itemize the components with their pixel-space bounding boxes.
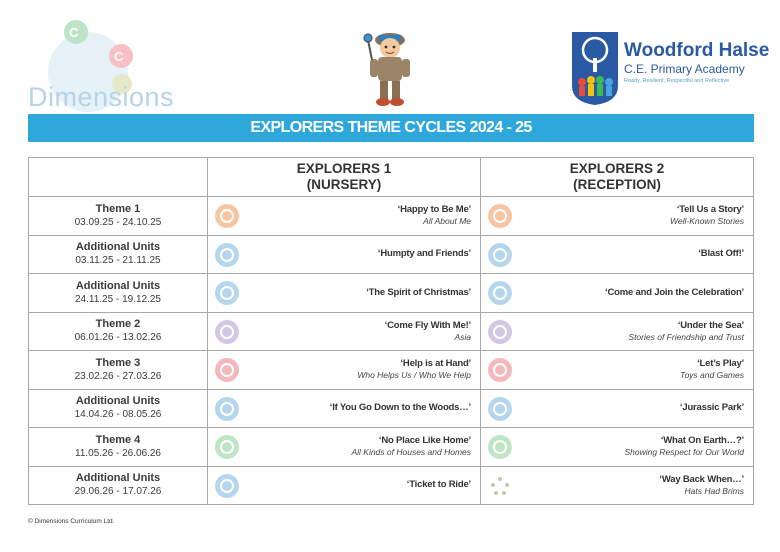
unit-title: ‘Under the Sea’ [677,319,744,331]
dimensions-logo-text: Dimensions [28,82,175,112]
row-label-title: Additional Units [75,395,161,408]
row-label-dates: 06.01.26 - 13.02.26 [74,332,162,344]
unit-title: ‘Ticket to Ride’ [406,479,471,491]
school-subtitle: C.E. Primary Academy [624,62,745,76]
unit-cell [208,235,481,274]
blue-d-icon [487,242,513,268]
unit-text [659,467,744,505]
row-label-dates: 03.09.25 - 24.10.25 [74,216,162,228]
unit-text [378,236,471,274]
unit-text [624,428,744,466]
table-row [29,274,754,313]
dots-icon [487,473,513,499]
column-header-explorers-2 [481,158,754,197]
unit-title: ‘Let’s Play’ [697,358,744,370]
unit-cell [481,312,754,351]
unit-cell [481,428,754,467]
unit-cell [208,428,481,467]
unit-title: ‘Tell Us a Story’ [676,204,744,216]
column-header-line: EXPLORERS 2 [569,161,665,176]
table-row [29,466,754,505]
table-row [29,197,754,236]
unit-title: ‘Blast Off!’ [698,248,744,260]
table-row [29,389,754,428]
unit-cell [481,466,754,505]
unit-text [670,197,744,235]
unit-text [357,351,471,389]
row-label-cell [29,389,208,428]
unit-cell [208,274,481,313]
row-label-dates: 24.11.25 - 19.12.25 [75,293,161,305]
unit-title: ‘If You Go Down to the Woods…’ [329,402,471,414]
unit-subtitle: Well-Known Stories [669,216,744,227]
row-label-cell [29,466,208,505]
unit-title: ‘Happy to Be Me’ [397,204,471,216]
column-header-line: EXPLORERS 1 [296,161,392,176]
unit-cell [481,351,754,390]
unit-title: ‘Come Fly With Me!’ [384,319,471,331]
row-label-dates: 29.06.26 - 17.07.26 [74,486,162,498]
unit-subtitle: Toys and Games [680,370,744,381]
row-label-cell [29,235,208,274]
row-label-title: Additional Units [75,241,161,254]
unit-cell [208,197,481,236]
row-label-dates: 14.04.26 - 08.05.26 [74,409,162,421]
page-title-banner: EXPLORERS THEME CYCLES 2024 - 25 [28,114,754,142]
unit-cell [208,312,481,351]
table-row [29,235,754,274]
unit-subtitle: Stories of Friendship and Trust [628,331,744,342]
orange-cw-icon [214,203,240,229]
row-label-title: Additional Units [75,279,161,292]
unit-text [398,197,471,235]
theme-cycles-table [28,157,754,505]
red-c-icon [487,357,513,383]
unit-text [366,274,471,312]
unit-text [330,390,471,428]
unit-text [680,390,744,428]
row-label-title: Theme 1 [95,202,141,215]
purple-c-icon [214,319,240,345]
row-label-cell [29,312,208,351]
blue-d-icon [487,396,513,422]
table-row [29,351,754,390]
header-blank-cell [29,158,208,197]
unit-text [698,236,744,274]
unit-title: ‘Way Back When…’ [659,473,744,485]
table-row [29,428,754,467]
school-name: Woodford Halse [624,40,770,61]
svg-text:C: C [69,25,79,40]
green-c-icon [487,434,513,460]
row-label-dates: 03.11.25 - 21.11.25 [75,255,161,267]
school-crest-icon [570,30,620,106]
table-body [29,197,754,505]
unit-cell [481,389,754,428]
red-c-icon [214,357,240,383]
unit-cell [208,389,481,428]
unit-title: ‘Jurassic Park’ [679,402,744,414]
green-c-icon [214,434,240,460]
unit-cell [481,274,754,313]
row-label-cell [29,351,208,390]
svg-text:C: C [114,49,124,64]
unit-subtitle: All Kinds of Houses and Homes [351,447,471,458]
column-header-line: (NURSERY) [306,177,382,192]
column-header-line: (RECEPTION) [573,177,661,192]
school-motto: Ready, Resilient, Respectful and Reflective [624,78,730,84]
table-header-row [29,158,754,197]
explorer-character-icon [362,26,418,108]
unit-title: ‘Come and Join the Celebration’ [605,286,744,298]
unit-text [351,428,471,466]
row-label-cell [29,197,208,236]
row-label-title: Theme 3 [95,356,141,369]
row-label-title: Theme 2 [95,318,141,331]
blue-d-icon [487,280,513,306]
unit-title: ‘The Spirit of Christmas’ [366,286,471,298]
blue-d-icon [214,473,240,499]
row-label-cell [29,428,208,467]
unit-title: ‘No Place Like Home’ [378,435,471,447]
row-label-dates: 23.02.26 - 27.03.26 [74,370,162,382]
unit-title: ‘What On Earth…?’ [660,435,744,447]
row-label-title: Theme 4 [95,433,141,446]
page-header [0,0,780,112]
row-label-title: Additional Units [75,472,161,485]
table-row [29,312,754,351]
orange-cw-icon [487,203,513,229]
unit-cell [481,197,754,236]
unit-cell [208,351,481,390]
unit-cell [481,235,754,274]
unit-text [680,351,744,389]
unit-cell [208,466,481,505]
blue-d-icon [214,280,240,306]
purple-c-icon [487,319,513,345]
unit-title: ‘Help is at Hand’ [400,358,471,370]
unit-subtitle: Hats Had Brims [684,485,744,496]
unit-text [407,467,471,505]
column-header-explorers-1 [208,158,481,197]
row-label-dates: 11.05.26 - 26.06.26 [75,447,161,459]
copyright-footer: © Dimensions Curriculum Ltd. [28,518,115,525]
unit-title: ‘Humpty and Friends’ [377,248,471,260]
blue-d-icon [214,242,240,268]
unit-text [628,313,744,351]
unit-subtitle: All About Me [423,216,471,227]
unit-subtitle: Showing Respect for Our World [624,447,744,458]
row-label-cell [29,274,208,313]
unit-text [605,274,744,312]
blue-d-icon [214,396,240,422]
unit-subtitle: Asia [454,331,471,342]
unit-subtitle: Who Helps Us / Who We Help [357,370,471,381]
unit-text [385,313,471,351]
